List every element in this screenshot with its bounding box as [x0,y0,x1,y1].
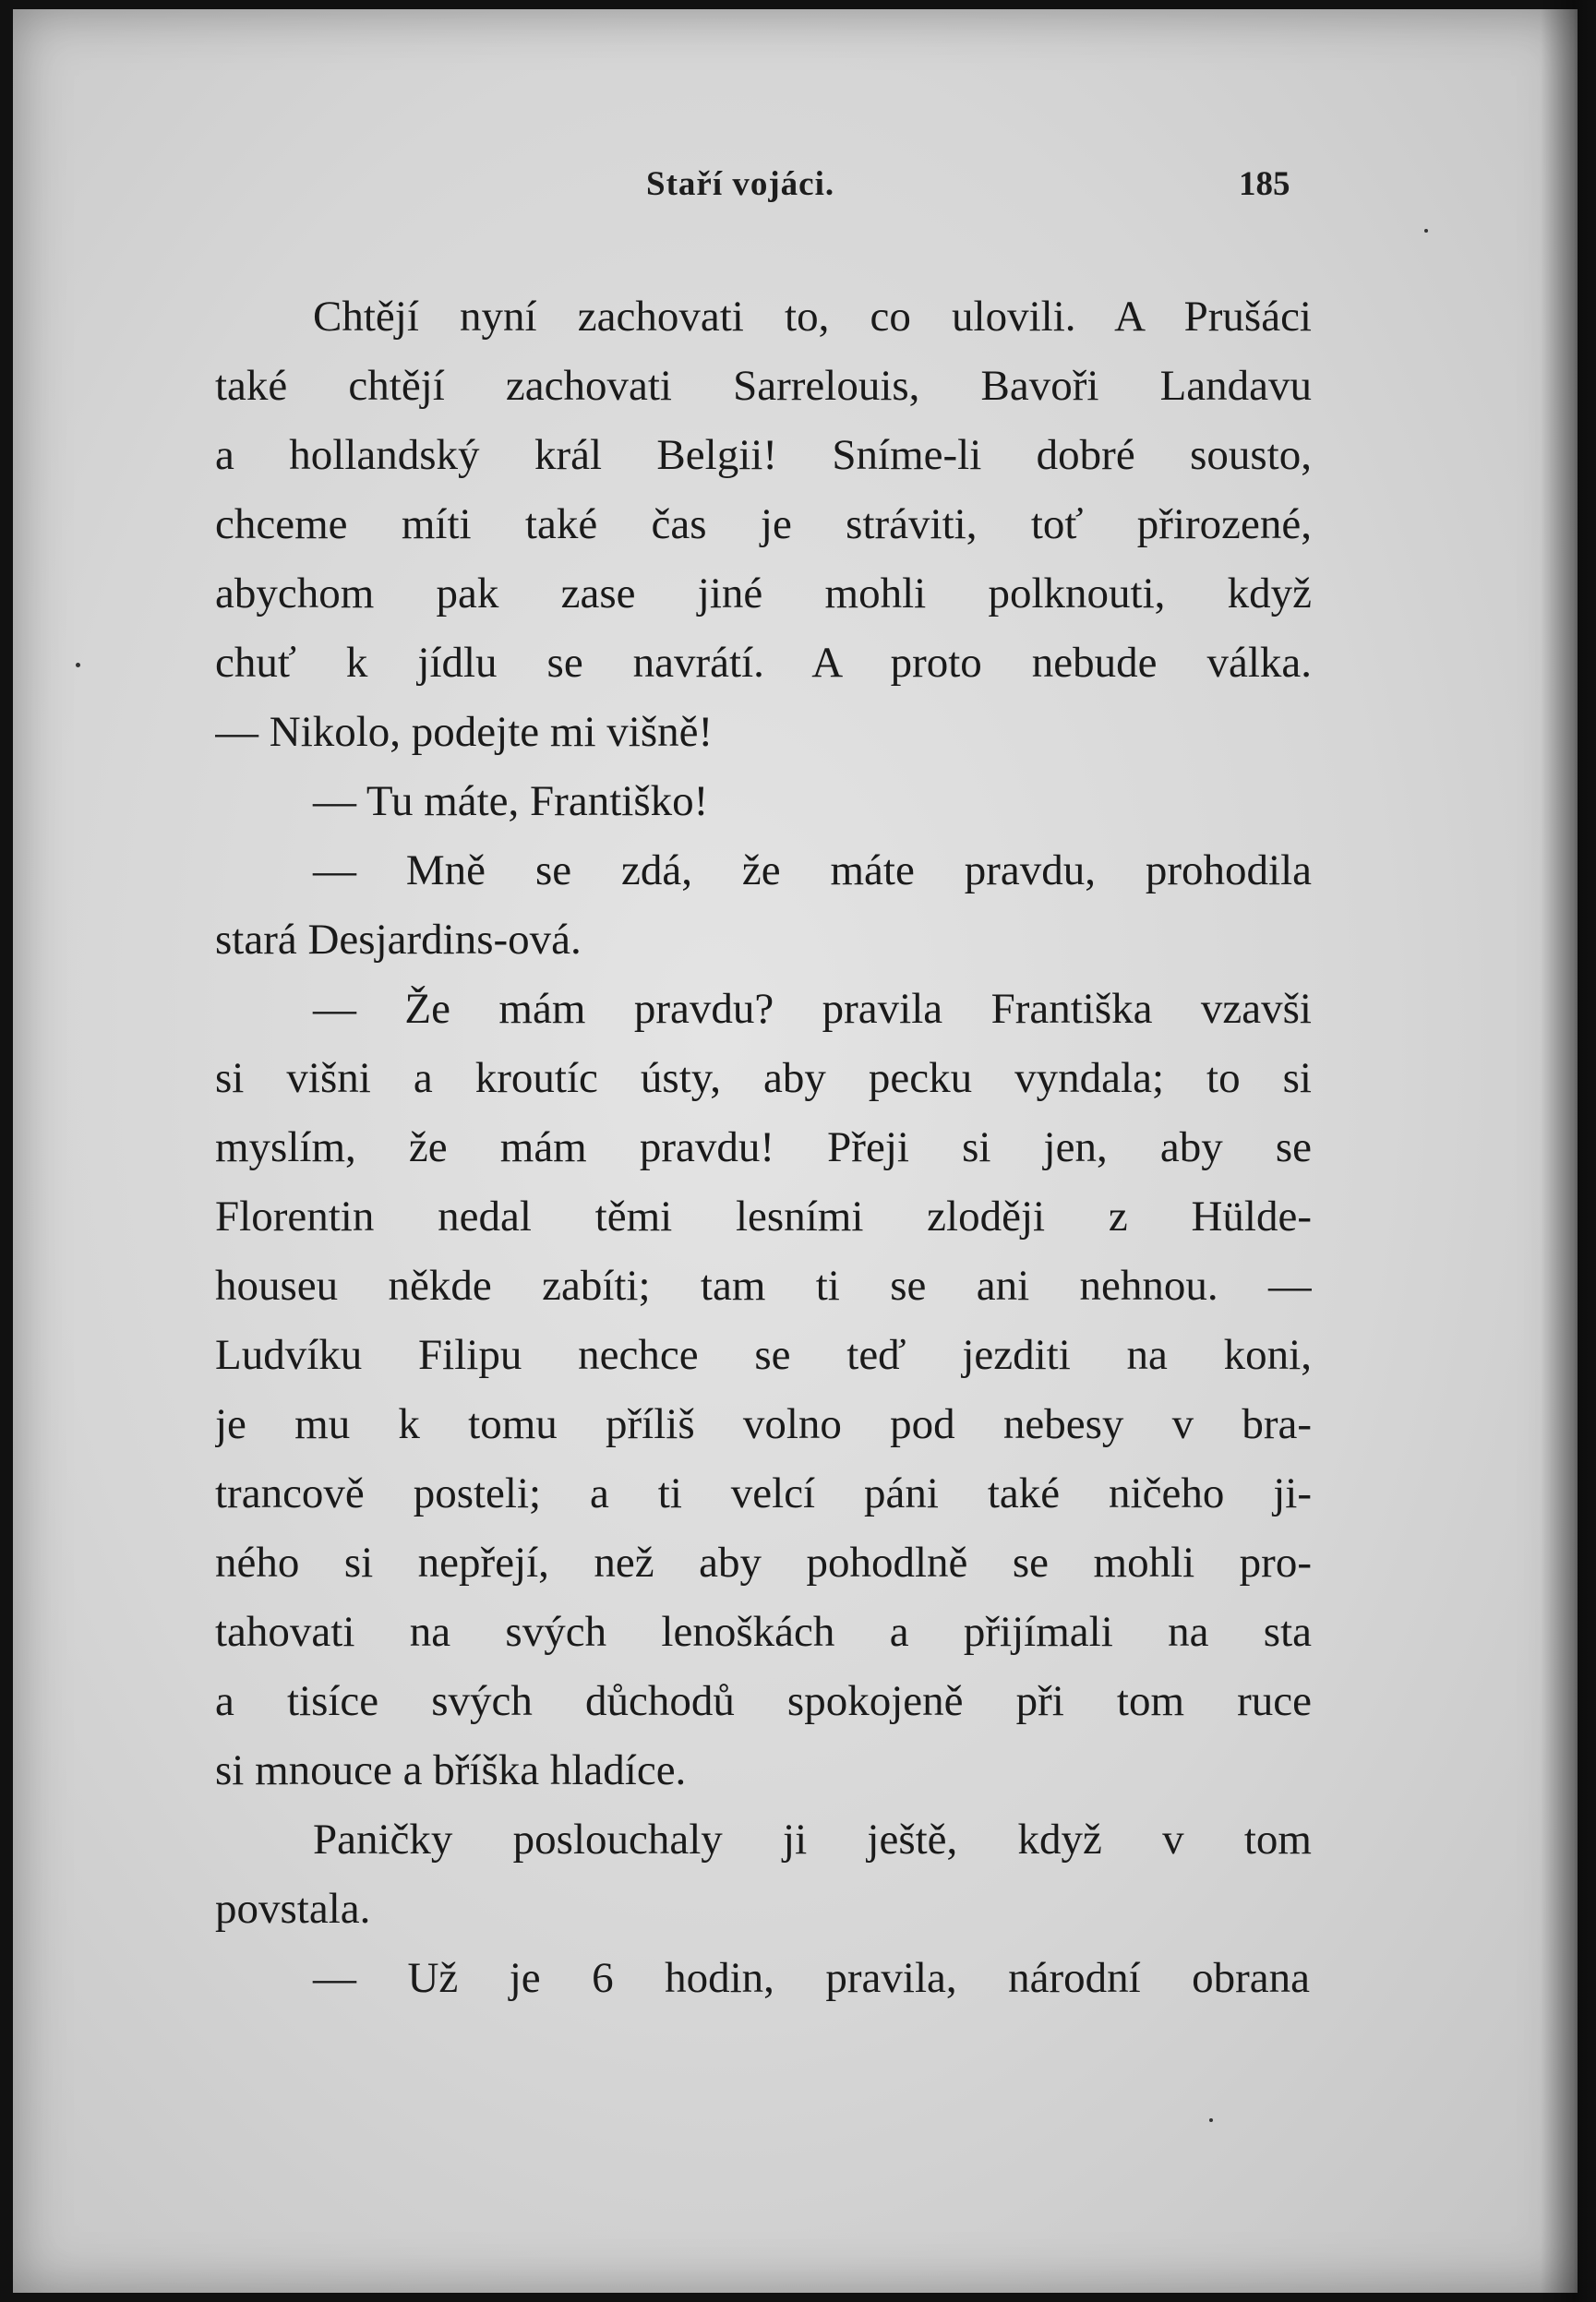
page-header [0,164,1596,210]
text-line: si višni a kroutíc ústy, aby pecku vyndala; to si [215,1054,1312,1102]
text-line: také chtějí zachovati Sarrelouis, Bavoři Landavu [215,362,1312,410]
text-line: Paničky poslouchaly ji ještě, když v tom [313,1816,1312,1864]
text-line: myslím, že mám pravdu! Přeji si jen, aby se [215,1123,1312,1171]
text-line: tahovati na svých lenoškách a přijímali na sta [215,1608,1312,1656]
text-line: chuť k jídlu se navrátí. A proto nebude válka. [215,639,1312,687]
running-title: Staří vojáci. [646,165,835,203]
text-line: — Už je 6 hodin, pravila, národní obrana [313,1954,1310,2002]
text-line: houseu někde zabíti; tam ti se ani nehnou. — [215,1262,1312,1310]
text-line: Ludvíku Filipu nechce se teď jezditi na koni, [215,1331,1312,1379]
text-line: trancově posteli; a ti velcí páni také ničeho ji- [215,1469,1312,1517]
body-text [215,282,1312,2013]
scan-speck [76,663,80,667]
text-line: — Tu máte, Františko! [313,777,709,825]
text-line: ného si nepřejí, než aby pohodlně se mohli pro- [215,1539,1312,1587]
scan-speck [1424,229,1428,233]
text-line: si mnouce a bříška hladíce. [215,1746,687,1794]
text-line: a hollandský král Belgii! Sníme-li dobré sousto, [215,431,1312,479]
text-line: je mu k tomu příliš volno pod nebesy v bra- [215,1400,1312,1448]
text-line: — Mně se zdá, že máte pravdu, prohodila [313,846,1312,894]
text-line: — Že mám pravdu? pravila Františka vzavši [313,985,1312,1033]
text-line: Florentin nedal těmi lesními zloději z Hülde- [215,1193,1312,1241]
text-line: — Nikolo, podejte mi višně! [215,708,714,756]
text-line: stará Desjardins-ová. [215,916,582,964]
text-line: povstala. [215,1885,371,1933]
scan-speck [1209,2118,1213,2122]
text-line: a tisíce svých důchodů spokojeně při tom ruce [215,1677,1312,1725]
text-line: abychom pak zase jiné mohli polknouti, když [215,570,1312,617]
text-line: Chtějí nyní zachovati to, co ulovili. A Prušáci [313,293,1312,341]
text-line: chceme míti také čas je stráviti, toť přirozené, [215,500,1312,548]
page-number: 185 [1239,165,1290,203]
page-edge-shadow [1541,0,1596,2302]
